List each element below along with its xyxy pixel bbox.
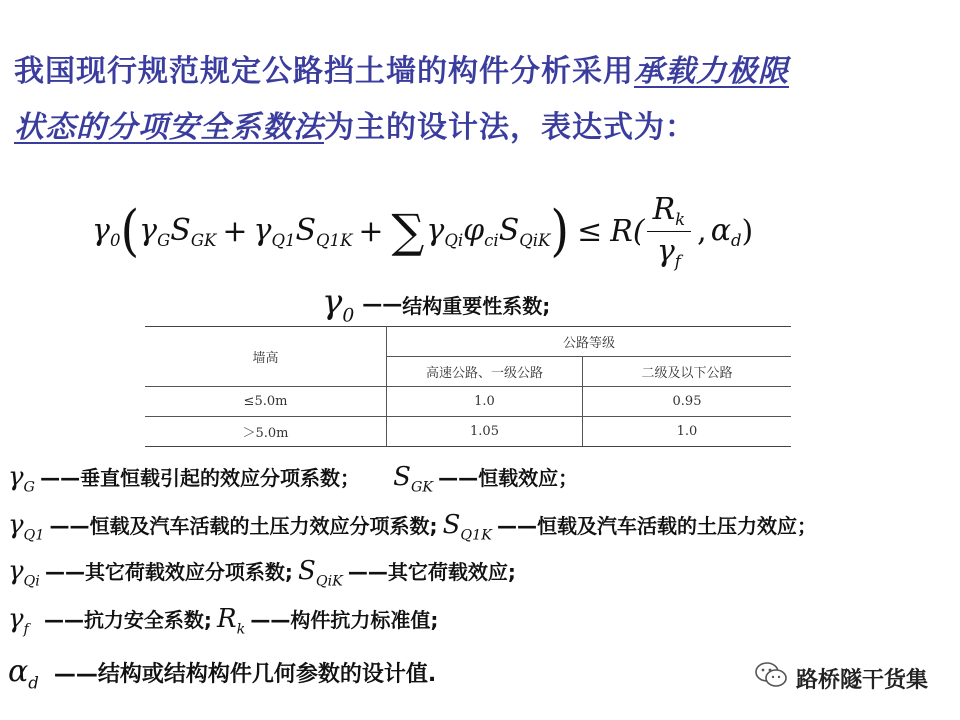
alpha-d: $\alpha_d$	[710, 212, 742, 250]
header-col-2: 二级及以下公路	[583, 357, 792, 387]
phi-ci: $\varphi_{ci}$	[463, 212, 499, 250]
importance-coefficient-table	[145, 326, 791, 447]
intro-line-1	[14, 44, 954, 100]
Rk-over-gamma-f	[647, 192, 692, 271]
header-col-1: 高速公路、一级公路	[387, 357, 583, 387]
gamma-G-text: ——垂直恒载引起的效应分项系数；	[40, 466, 361, 490]
gamma-Q1-text: ——恒载及汽车活载的土压力效应分项系数;	[49, 514, 438, 538]
gamma-Qi-symbol: $\gamma_{Qi}$	[8, 556, 40, 590]
intro-line-2-emphasis: 状态的分项安全系数法	[14, 110, 324, 145]
gamma-Q1: $\gamma_{Q1}$	[253, 212, 296, 250]
open-paren: (	[120, 199, 140, 264]
S-Q1K-text: ——恒载及汽车活载的土压力效应；	[496, 514, 817, 538]
gamma-f-symbol: $\gamma_f$	[8, 604, 29, 638]
wechat-icon	[754, 660, 788, 696]
gamma-G-symbol: $\gamma_G$	[8, 462, 35, 496]
header-wall-height: 墙高	[145, 327, 387, 387]
close-paren-2: )	[741, 213, 754, 249]
plus-sign-2: +	[358, 213, 384, 249]
intro-line-1-emphasis: 承载力极限	[634, 54, 789, 89]
S-Q1K: $S_{Q1K}$	[295, 212, 353, 250]
gamma0-definition	[322, 282, 550, 326]
S-GK-text: ——恒载效应；	[438, 466, 579, 490]
gamma-f-text: ——抗力安全系数;	[43, 608, 212, 632]
intro-line-1-text: 我国现行规范规定公路挡土墙的构件分析采用	[14, 54, 634, 89]
R-function: R(	[610, 213, 645, 249]
gamma-Qi: $\gamma_{Qi}$	[426, 212, 464, 250]
S-QiK: $S_{QiK}$	[498, 212, 551, 250]
comma: ,	[697, 213, 707, 249]
R-k-text: ——构件抗力标准值;	[250, 608, 439, 632]
row-label: ≤5.0m	[145, 387, 387, 417]
S-QiK-symbol: $S_{QiK}$	[298, 556, 343, 590]
leq-sign: ≤	[577, 213, 603, 249]
alpha-d-symbol: $\alpha_d$	[8, 654, 39, 693]
def-alpha-d	[8, 654, 436, 692]
watermark	[754, 660, 928, 696]
row-value-2: 1.0	[583, 417, 792, 447]
S-GK: $S_{GK}$	[170, 212, 217, 250]
gamma-Q1-symbol: $\gamma_{Q1}$	[8, 510, 45, 544]
watermark-text: 路桥隧干货集	[795, 667, 928, 693]
table-row	[145, 417, 791, 447]
fraction-numerator: $R_k$	[647, 192, 692, 232]
def-gamma-Qi	[8, 556, 516, 589]
alpha-d-text: ——结构或结构构件几何参数的设计值.	[53, 662, 437, 687]
gamma-Qi-text: ——其它荷载效应分项系数;	[44, 560, 293, 584]
S-GK-symbol: $S_{GK}$	[393, 462, 434, 496]
gamma0-text: 结构重要性系数;	[402, 293, 551, 318]
S-QiK-text: ——其它荷载效应;	[347, 560, 516, 584]
S-Q1K-symbol: $S_{Q1K}$	[442, 510, 492, 544]
row-value-1: 1.05	[387, 417, 583, 447]
intro-line-2-text: 为主的设计法，表达式为：	[324, 110, 696, 145]
gamma-G: $\gamma_G$	[139, 212, 171, 250]
gamma-0: $\gamma_0$	[92, 212, 121, 250]
fraction-denominator: $\gamma_f$	[656, 233, 681, 271]
def-gamma-f	[8, 604, 438, 637]
close-paren: )	[550, 199, 570, 264]
intro-line-2	[14, 100, 954, 156]
gamma0-symbol: $\gamma_0$	[322, 282, 355, 327]
row-label: ＞5.0m	[145, 417, 387, 447]
R-k-symbol: $R_k$	[217, 604, 246, 638]
row-value-2: 0.95	[583, 387, 792, 417]
gamma0-dash: ——	[362, 292, 403, 317]
row-value-1: 1.0	[387, 387, 583, 417]
plus-sign: +	[222, 213, 248, 249]
table-row	[145, 387, 791, 417]
header-road-grade: 公路等级	[387, 327, 792, 357]
design-formula	[92, 192, 753, 271]
def-gamma-Q1	[8, 510, 817, 543]
intro-heading	[14, 44, 954, 156]
summation-sign: ∑	[391, 204, 425, 259]
def-gamma-G	[8, 462, 578, 495]
